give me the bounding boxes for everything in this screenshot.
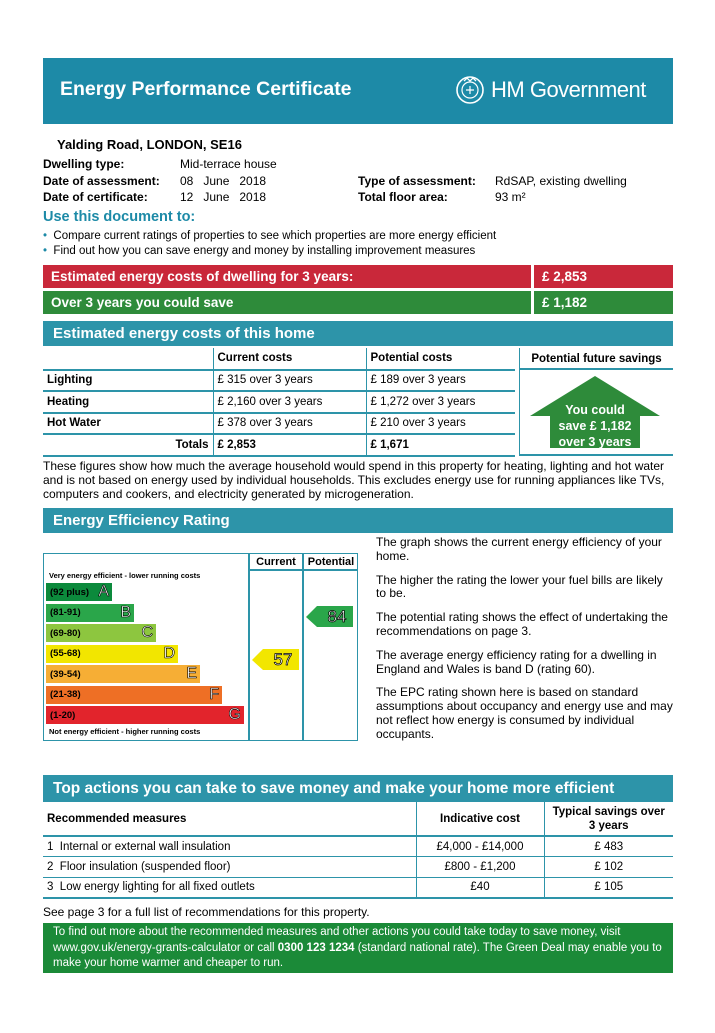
measure-cell — [43, 857, 416, 878]
cost-bar-label: Estimated energy costs of dwelling for 3 years: — [51, 269, 354, 284]
floor-area-value: 93 m² — [495, 190, 526, 204]
rating-section-header — [43, 508, 673, 533]
rating-chart — [43, 553, 358, 741]
floor-area-label: Total floor area: — [358, 190, 448, 204]
costs-heading: Estimated energy costs of this home — [53, 325, 315, 342]
royal-crest-icon — [455, 75, 485, 105]
table-row — [43, 836, 673, 857]
col-cost-header: Indicative cost — [416, 802, 544, 836]
potential-rating-value: 84 — [327, 607, 347, 626]
actions-section-header — [43, 775, 673, 802]
property-address: Yalding Road, LONDON, SE16 — [57, 137, 242, 152]
rating-band-e — [46, 665, 200, 683]
table-header-row — [43, 348, 515, 370]
row-label: Hot Water — [47, 417, 101, 430]
totals-label: Totals — [175, 438, 209, 451]
potential-cost: £ 1,272 over 3 years — [366, 391, 515, 413]
list-item — [43, 244, 496, 259]
top-note: Very energy efficient - lower running costs — [49, 571, 201, 580]
divider — [248, 569, 357, 571]
type-assessment-value: RdSAP, existing dwelling — [495, 174, 627, 188]
cost-cell: £40 — [416, 877, 544, 898]
future-savings-cell — [519, 348, 673, 456]
rating-band-c — [46, 624, 156, 642]
date-certificate-value: 12 June 2018 — [180, 190, 267, 204]
col-measure-header: Recommended measures — [47, 812, 187, 825]
band-letter: A — [98, 583, 109, 600]
costs-table — [43, 348, 515, 457]
band-range: (21-38) — [50, 689, 81, 700]
date-assessment-label: Date of assessment: — [43, 174, 160, 188]
rating-band-f — [46, 686, 222, 704]
measure-cell — [43, 836, 416, 857]
measure-text: Internal or external wall insulation — [59, 840, 231, 853]
date-assessment-value: 08 June 2018 — [180, 174, 267, 188]
col-current-header: Current costs — [213, 348, 366, 370]
actions-table — [43, 802, 673, 899]
costs-note: These figures show how much the average household would spend in this property for heating, lighting and hot water and is not based on energy used by individual households. This excludes energy use for running appliances like TVs, computers and cookers, and electricity generated by microgeneration. — [43, 459, 665, 501]
measure-text: Floor insulation (suspended floor) — [59, 860, 231, 873]
current-rating-value: 57 — [273, 650, 293, 669]
totals-row — [43, 434, 515, 456]
save-value: £ 1,182 — [542, 295, 588, 310]
arrow-line-1: You could — [565, 403, 625, 417]
band-range: (81-91) — [50, 607, 81, 618]
band-range: (92 plus) — [50, 586, 90, 598]
cost-cell: £4,000 - £14,000 — [416, 836, 544, 857]
cost-value: £ 2,853 — [542, 269, 588, 284]
dwelling-type-label: Dwelling type: — [43, 157, 125, 171]
see-page-note: See page 3 for a full list of recommendations for this property. — [43, 905, 370, 919]
save-bar — [43, 291, 531, 314]
total-current: £ 2,853 — [213, 434, 366, 456]
col-potential-header: Potential costs — [366, 348, 515, 370]
total-potential: £ 1,671 — [366, 434, 515, 456]
cost-cell: £800 - £1,200 — [416, 857, 544, 878]
band-letter: D — [163, 644, 175, 662]
col-savings-header: Typical savings over 3 years — [544, 802, 673, 836]
table-row — [43, 370, 515, 392]
measure-cell — [43, 877, 416, 898]
rating-paragraph: The average energy efficiency rating for a dwelling in England and Wales is band D (rating 60). — [376, 647, 657, 676]
table-row — [43, 391, 515, 413]
hm-government-logo — [455, 72, 665, 108]
band-letter: F — [209, 685, 219, 703]
footer-text-1: To find out more about the recommended measures and other actions you could take today to save money, visit www.gov.uk/energy-grants-calculator or call — [53, 926, 621, 954]
rating-band-g — [46, 706, 244, 724]
col-potential-label: Potential — [307, 556, 355, 568]
saving-cell: £ 105 — [544, 877, 673, 898]
saving-cell: £ 102 — [544, 857, 673, 878]
rating-paragraph: The EPC rating shown here is based on standard assumptions about occupancy and energy use and may not reflect how energy is consumed by individual occupants. — [376, 685, 673, 741]
row-label: Lighting — [47, 374, 93, 387]
savings-arrow-text — [528, 402, 662, 450]
arrow-line-3: over 3 years — [558, 435, 632, 449]
use-heading: Use this document to: — [43, 209, 196, 225]
footer-info — [43, 923, 673, 973]
page-title: Energy Performance Certificate — [60, 78, 352, 100]
measure-number: 3 — [47, 881, 54, 893]
measure-text: Low energy lighting for all fixed outlets — [59, 881, 255, 893]
saving-cell: £ 483 — [544, 836, 673, 857]
table-row — [43, 857, 673, 878]
divider — [248, 554, 250, 740]
list-item — [43, 229, 496, 244]
arrow-line-2: save £ 1,182 — [558, 419, 632, 433]
actions-heading: Top actions you can take to save money and make your home more efficient — [53, 779, 615, 797]
rating-explanation — [376, 536, 674, 742]
save-bar-label: Over 3 years you could save — [51, 295, 234, 310]
table-row — [43, 413, 515, 435]
potential-cost: £ 189 over 3 years — [366, 370, 515, 392]
band-letter: C — [141, 624, 153, 641]
row-label: Heating — [47, 395, 90, 408]
table-row — [43, 877, 673, 898]
col-current-label: Current — [256, 556, 296, 568]
date-certificate-label: Date of certificate: — [43, 190, 148, 204]
band-letter: B — [120, 603, 131, 621]
use-list — [43, 229, 496, 258]
rating-paragraph: The graph shows the current energy efficiency of your home. — [376, 535, 662, 563]
bottom-note: Not energy efficient - higher running costs — [49, 727, 201, 736]
band-letter: E — [186, 665, 197, 682]
table-header-row — [43, 802, 673, 836]
dwelling-type-value: Mid-terrace house — [180, 157, 277, 171]
band-range: (39-54) — [50, 668, 81, 680]
rating-band-d — [46, 645, 178, 663]
empty-header — [43, 348, 213, 370]
type-assessment-label: Type of assessment: — [358, 174, 476, 188]
potential-cost: £ 210 over 3 years — [366, 413, 515, 435]
measure-number: 2 — [47, 860, 54, 873]
list-item-text: Compare current ratings of properties to see which properties are more energy efficient — [53, 230, 497, 242]
band-range: (69-80) — [50, 627, 81, 639]
save-bar-value — [534, 291, 673, 314]
band-letter: G — [228, 706, 241, 723]
current-cost: £ 378 over 3 years — [213, 413, 366, 435]
bullet-icon: • — [43, 244, 48, 257]
band-range: (55-68) — [50, 648, 81, 659]
list-item-text: Find out how you can save energy and money by installing improvement measures — [53, 244, 476, 257]
current-cost: £ 2,160 over 3 years — [213, 391, 366, 413]
rating-band-a — [46, 583, 112, 601]
rating-paragraph: The potential rating shows the effect of undertaking the recommendations on page 3. — [376, 610, 668, 638]
costs-section-header — [43, 321, 673, 346]
rating-heading: Energy Efficiency Rating — [53, 512, 230, 529]
footer-phone: 0300 123 1234 — [277, 941, 355, 954]
cost-bar-value — [534, 265, 673, 288]
cost-bar — [43, 265, 531, 288]
footer-text-2: (standard national rate). The Green Deal may enable you to make your home warmer and cheaper to run. — [53, 941, 662, 969]
current-cost: £ 315 over 3 years — [213, 370, 366, 392]
measure-number: 1 — [47, 840, 54, 853]
band-range: (1-20) — [50, 709, 76, 721]
bullet-icon: • — [43, 230, 48, 242]
rating-band-b — [46, 604, 134, 622]
divider — [302, 554, 304, 740]
gov-wordmark: HM Government — [491, 77, 646, 102]
header-banner — [43, 58, 673, 124]
col-future-header: Potential future savings — [520, 348, 673, 370]
rating-paragraph: The higher the rating the lower your fuel bills are likely to be. — [376, 572, 663, 601]
